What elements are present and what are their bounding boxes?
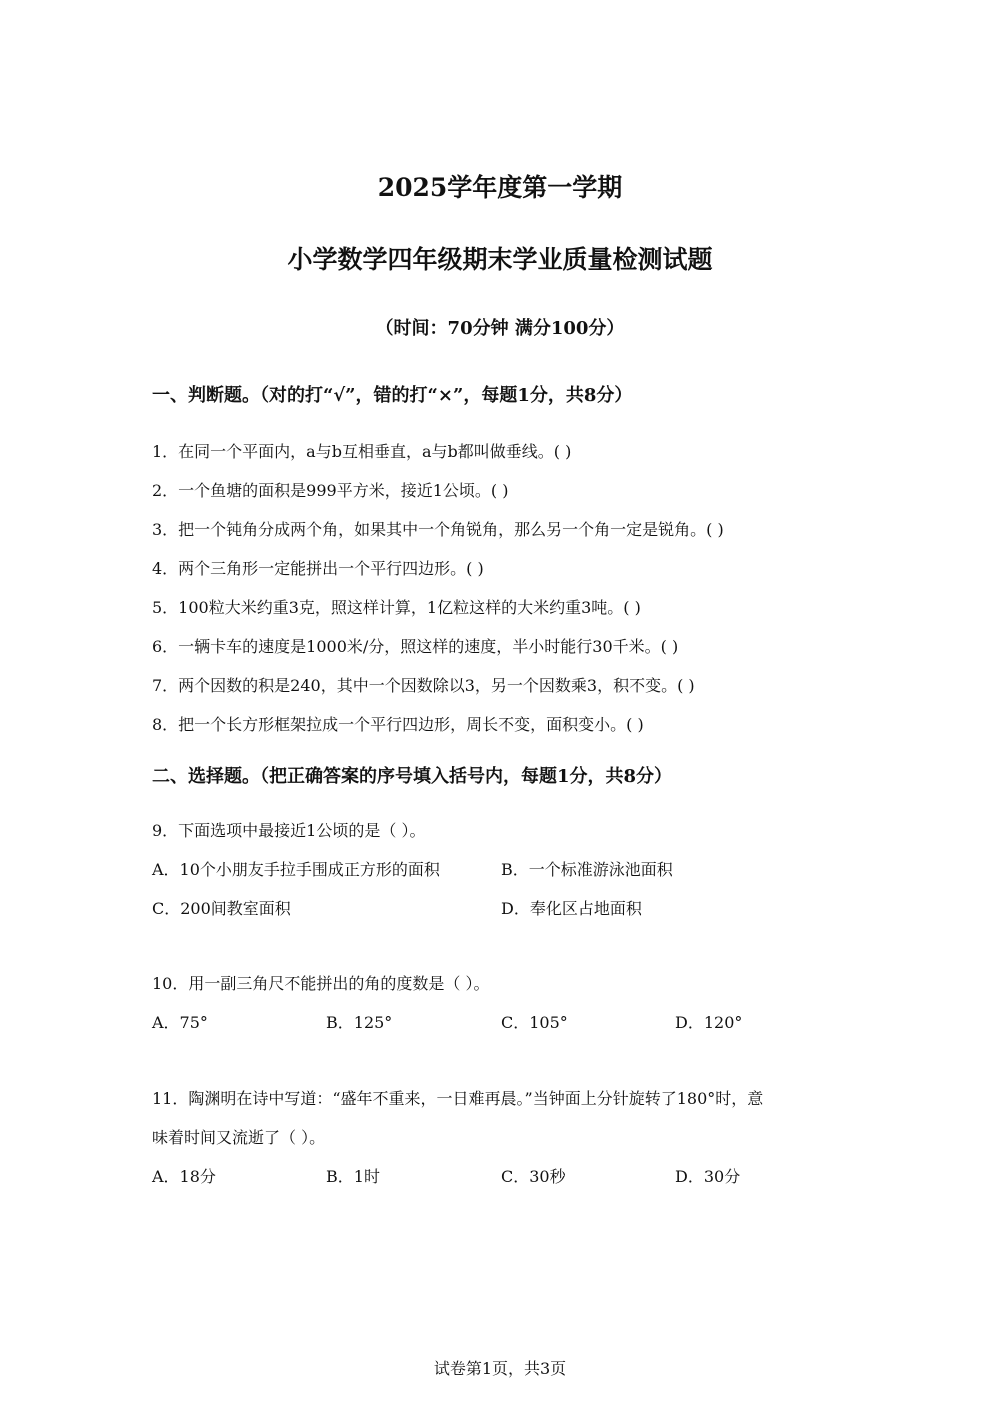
question-2: 2．一个鱼塘的面积是999平方米，接近1公顷。( ) [152,481,509,500]
q9-option-b: B．一个标准游泳池面积 [501,860,673,879]
q11-option-c: C．30秒 [501,1167,566,1186]
q10-option-a: A．75° [152,1013,208,1032]
q9-option-a: A．10个小朋友手拉手围成正方形的面积 [152,860,440,879]
exam-time-score: （时间：70分钟 满分100分） [375,318,625,339]
q9-option-d: D．奉化区占地面积 [501,899,642,918]
q9-option-c: C．200间教室面积 [152,899,291,918]
q10-option-d: D．120° [675,1013,743,1032]
question-4: 4．两个三角形一定能拼出一个平行四边形。( ) [152,559,484,578]
q11-option-d: D．30分 [675,1167,741,1186]
question-9: 9．下面选项中最接近1公顷的是（ ）。 [152,821,426,840]
section-true-false-heading: 一、判断题。（对的打“√”，错的打“×”，每题1分，共8分） [152,385,633,406]
exam-title-subject: 小学数学四年级期末学业质量检测试题 [287,245,713,274]
question-1: 1．在同一个平面内，a与b互相垂直，a与b都叫做垂线。( ) [152,442,572,461]
section-choice-heading: 二、选择题。（把正确答案的序号填入括号内，每题1分，共8分） [152,766,673,787]
question-8: 8．把一个长方形框架拉成一个平行四边形，周长不变，面积变小。( ) [152,715,644,734]
question-10: 10．用一副三角尺不能拼出的角的度数是（ ）。 [152,974,490,993]
q11-option-b: B．1时 [326,1167,380,1186]
question-7: 7．两个因数的积是240，其中一个因数除以3，另一个因数乘3，积不变。( ) [152,676,695,695]
q10-option-c: C．105° [501,1013,568,1032]
question-11-line-1: 11．陶渊明在诗中写道：“盛年不重来，一日难再晨。”当钟面上分针旋转了180°时，意 [152,1089,764,1108]
exam-title-term: 2025学年度第一学期 [377,173,623,202]
question-5: 5．100粒大米约重3克，照这样计算，1亿粒这样的大米约重3吨。( ) [152,598,641,617]
question-3: 3．把一个钝角分成两个角，如果其中一个角锐角，那么另一个角一定是锐角。( ) [152,520,724,539]
q10-option-b: B．125° [326,1013,393,1032]
page-number-footer: 试卷第1页，共3页 [433,1359,567,1378]
q11-option-a: A．18分 [152,1167,216,1186]
question-6: 6．一辆卡车的速度是1000米/分，照这样的速度，半小时能行30千米。( ) [152,637,679,656]
question-11-line-2: 味着时间又流逝了（ ）。 [152,1128,326,1147]
